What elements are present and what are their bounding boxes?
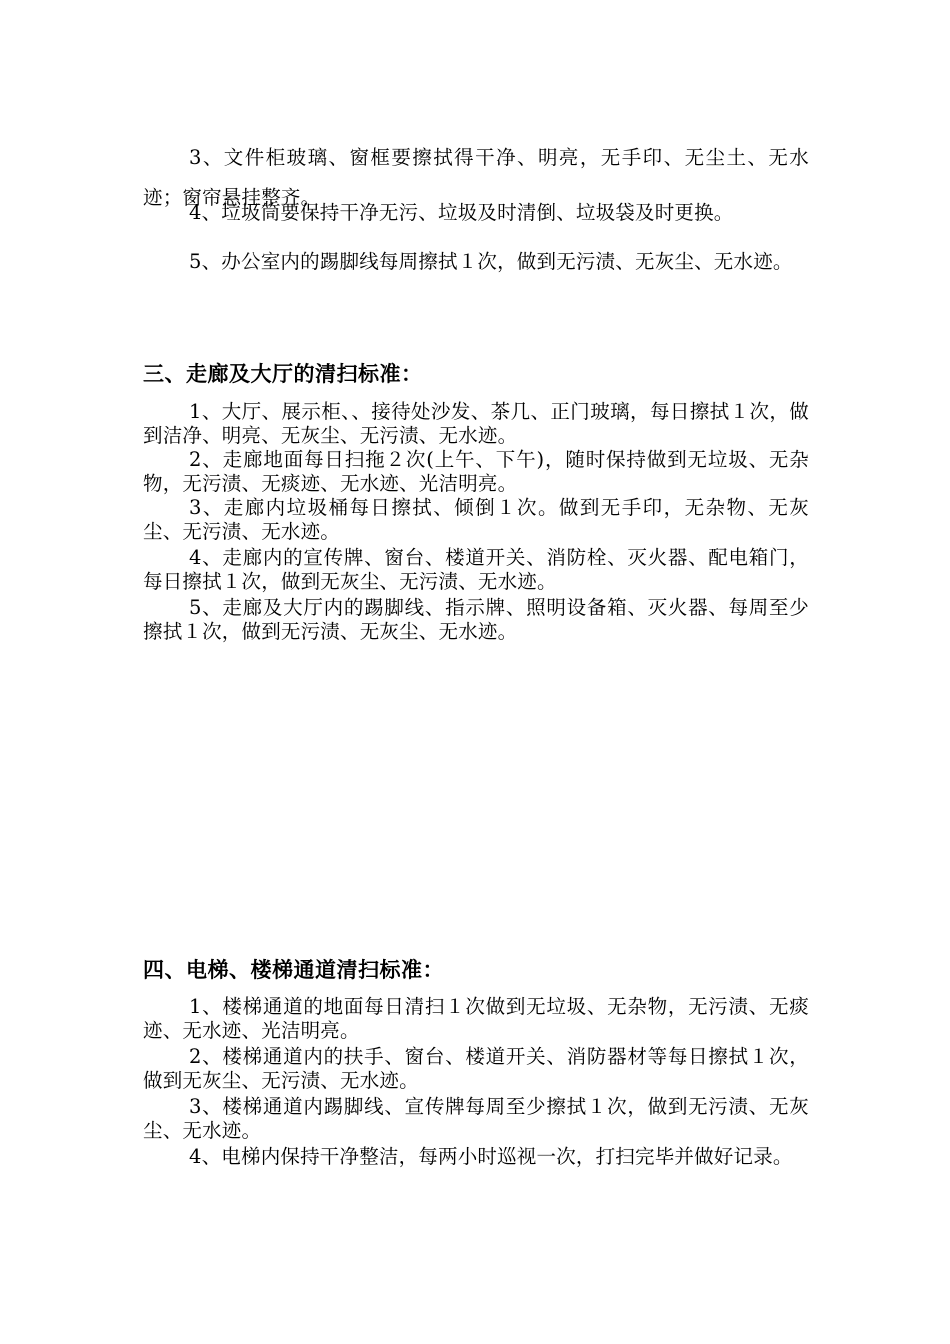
section2-item-5: 5、办公室内的踢脚线每周擦拭１次，做到无污渍、无灰尘、无水迹。 <box>189 250 793 273</box>
section4-item-1: 1、楼梯通道的地面每日清扫１次做到无垃圾、无杂物，无污渍、无痰迹、无水迹、光洁明亮。 <box>143 995 809 1042</box>
section4-heading: 四、电梯、楼梯通道清扫标准： <box>143 958 444 982</box>
section4-item-3: 3、楼梯通道内踢脚线、宣传牌每周至少擦拭１次，做到无污渍、无灰尘、无水迹。 <box>143 1095 809 1142</box>
section3-item-1: 1、大厅、展示柜、、接待处沙发、茶几、正门玻璃，每日擦拭１次，做到洁净、明亮、无灰尘、无污渍、无水迹。 <box>143 400 809 447</box>
section3-item-2: 2、走廊地面每日扫拖２次(上午、下午)，随时保持做到无垃圾、无杂物，无污渍、无痰迹、无水迹、光洁明亮。 <box>143 448 809 495</box>
section3-item-4: 4、走廊内的宣传牌、窗台、楼道开关、消防栓、灭火器、配电箱门，每日擦拭１次，做到无灰尘、无污渍、无水迹。 <box>143 546 809 593</box>
section3-item-5: 5、走廊及大厅内的踢脚线、指示牌、照明设备箱、灭火器、每周至少擦拭１次，做到无污渍、无灰尘、无水迹。 <box>143 596 809 643</box>
section4-item-4: 4、电梯内保持干净整洁，每两小时巡视一次，打扫完毕并做好记录。 <box>189 1145 793 1168</box>
section2-item-3: 3、文件柜玻璃、窗框要擦拭得干净、明亮，无手印、无尘土、无水迹；窗帘悬挂整齐。 <box>143 146 809 209</box>
section3-item-3: 3、走廊内垃圾桶每日擦拭、倾倒１次。做到无手印，无杂物、无灰尘、无污渍、无水迹。 <box>143 496 809 543</box>
section4-item-2: 2、楼梯通道内的扶手、窗台、楼道开关、消防器材等每日擦拭１次，做到无灰尘、无污渍、无水迹。 <box>143 1045 809 1092</box>
section3-heading: 三、走廊及大厅的清扫标准： <box>143 362 423 386</box>
section2-item-4: 4、垃圾筒要保持干净无污、垃圾及时清倒、垃圾袋及时更换。 <box>189 201 734 224</box>
